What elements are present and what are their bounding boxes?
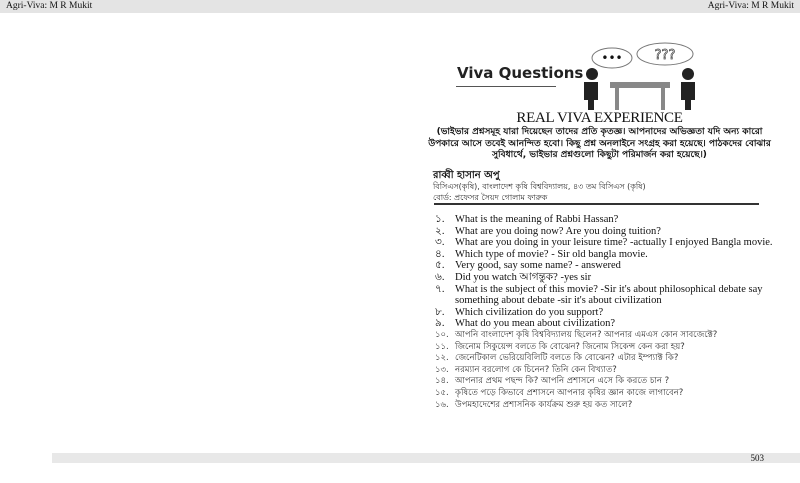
question-item <box>435 330 775 342</box>
divider <box>434 203 759 205</box>
question-text: নরম্যান বরলোগ কে চিনেন? তিনি কেন বিখ্যাত? <box>455 364 617 375</box>
question-text: জিনোম সিকুয়েন্স বলতে কি বোঝেন? জিনোম সিকেন্স কেন করা হয়? <box>455 341 685 352</box>
viva-questions-banner <box>450 42 710 110</box>
question-item <box>435 284 775 307</box>
question-item <box>435 214 775 226</box>
question-item <box>435 376 775 388</box>
header-left: Agri-Viva: M R Mukit <box>6 1 93 11</box>
question-number: ১৬. <box>435 399 449 410</box>
page-number: 503 <box>750 453 764 463</box>
question-number: ১২. <box>435 353 449 364</box>
question-number: ৩. <box>435 237 445 249</box>
question-text: জেনেটিকাল ভেরিয়েবিলিটি বলতে কি বোঝেন? এটার ইম্প্যাক্ট কি? <box>455 353 679 364</box>
question-text: আপনি বাংলাদেশ কৃষি বিশ্ববিদ্যালয় ছিলেন? আপনার এমএস কোন সাবজেক্টে? <box>455 329 718 340</box>
question-number: ১০. <box>435 329 449 340</box>
question-item <box>435 237 775 249</box>
question-list <box>435 214 775 411</box>
banner-underline <box>456 86 556 87</box>
question-text: Did you watch আগন্তুক? -yes sir <box>455 271 592 283</box>
question-number: ১৩. <box>435 364 449 375</box>
intro-note: (ভাইভার প্রশ্নসমূহ যারা দিয়েছেন তাদের প্রতি কৃতজ্ঞ। আপনাদের অভিজ্ঞতা যদি অন্য কারো উপকারে আসে তবেই আনন্দিত হবো। কিছু প্রশ্ন অনলাইনে সংগ্রহ করা হয়েছে। পাঠকদের বোঝার সুবিধার্থে, ভাইভার প্রশ্নগুলো কিছুটা পরিমার্জন করা হয়েছে।) <box>428 127 771 160</box>
question-item <box>435 272 775 284</box>
banner-label: Viva Questions <box>457 64 584 82</box>
question-number: ১১. <box>435 341 449 352</box>
header-right: Agri-Viva: M R Mukit <box>707 1 794 11</box>
candidate-name: রাব্বী হাসান অপু <box>433 170 500 181</box>
question-text: What are you doing in your leisure time? -actually I enjoyed Bangla movie. <box>455 237 773 249</box>
question-text: আপনার প্রথম পছন্দ কি? আপনি প্রশাসনে এসে কি করতে চান ? <box>455 376 670 387</box>
question-item <box>435 318 775 330</box>
section-title: REAL VIVA EXPERIENCE <box>516 110 683 126</box>
question-text: What is the meaning of Rabbi Hassan? <box>455 214 619 225</box>
question-number: ৭. <box>435 283 445 295</box>
question-number: ৫. <box>435 260 445 272</box>
question-item <box>435 342 775 354</box>
board-members: বোর্ড: প্রফেসর সৈয়দ গোলাম ফারুক <box>433 193 548 202</box>
footer-bar <box>52 453 800 463</box>
question-text: What is the subject of this movie? -Sir it's about philosophical debate say something about debate -sir it's about civilization <box>455 283 763 307</box>
question-text: Which type of movie? - Sir old bangla movie. <box>455 248 648 260</box>
question-number: ১. <box>435 214 445 225</box>
running-header <box>0 0 800 13</box>
question-number: ৪. <box>435 248 445 260</box>
question-item <box>435 307 775 319</box>
question-text: What do you mean about civilization? <box>455 318 616 330</box>
question-text: What are you doing now? Are you doing tuition? <box>455 225 661 237</box>
question-item <box>435 226 775 238</box>
bubble-questions: ??? <box>654 48 676 63</box>
question-number: ৬. <box>435 271 445 283</box>
interview-illustration-icon <box>570 42 710 110</box>
bubble-dots: ••• <box>601 51 623 65</box>
question-number: ১৪. <box>435 376 449 387</box>
question-item <box>435 260 775 272</box>
question-item <box>435 365 775 377</box>
candidate-details: বিসিএস(কৃষি), বাংলাদেশ কৃষি বিশ্ববিদ্যালয়, ৪৩ তম বিসিএস (কৃষি) <box>433 182 646 191</box>
question-number: ৯. <box>435 318 445 330</box>
question-text: Very good, say some name? - answered <box>455 260 621 272</box>
question-item <box>435 249 775 261</box>
question-text: উপমহাদেশের প্রশাসনিক কার্যক্রম শুরু হয় কত সালে? <box>455 399 633 410</box>
question-text: Which civilization do you support? <box>455 306 604 318</box>
question-number: ৮. <box>435 306 445 318</box>
question-text: কৃষিতে পড়ে কিভাবে প্রশাসনে আপনার কৃষির জ্ঞান কাজে লাগাবেন? <box>455 387 684 398</box>
question-item <box>435 388 775 400</box>
question-number: ২. <box>435 225 445 237</box>
question-item <box>435 353 775 365</box>
question-number: ১৫. <box>435 387 449 398</box>
question-item <box>435 400 775 412</box>
